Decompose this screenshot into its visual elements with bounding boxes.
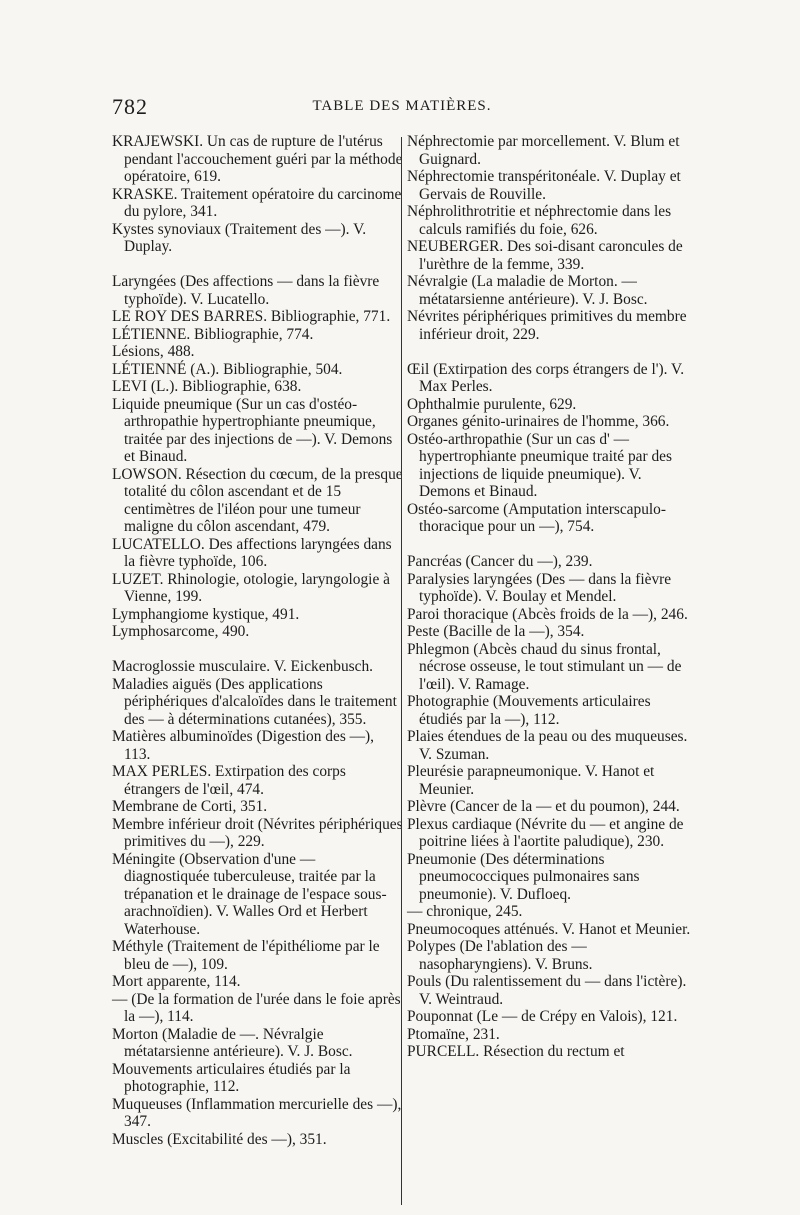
index-entry: Matières albuminoïdes (Digestion des —), 113. — [112, 728, 375, 763]
index-entry: Phlegmon (Abcès chaud du sinus frontal, nécrose osseuse, le tout stimulant un — de l'œil). V. Ramage. — [407, 640, 682, 693]
index-entry: MAX PERLES. Extirpation des corps étrangers de l'œil, 474. — [112, 763, 346, 798]
index-entry: Maladies aiguës (Des applications périphériques d'alcaloïdes dans le traitement des — à déterminations cutanées), 355. — [112, 675, 397, 728]
section-gap — [112, 256, 404, 274]
index-entry: LOWSON. Résection du cœcum, de la presque totalité du côlon ascendant et de 15 centimètres de l'iléon pour une tumeur maligne du côlon ascendant, 479. — [112, 465, 403, 535]
index-entry: — (De la formation de l'urée dans le foie après la —), 114. — [112, 990, 401, 1025]
index-columns — [112, 133, 696, 1213]
index-entry: — chronique, 245. — [407, 903, 523, 920]
index-entry: NEUBERGER. Des soi-disant caroncules de l'urèthre de la femme, 339. — [407, 238, 683, 273]
index-entry: Photographie (Mouvements articulaires étudiés par la —), 112. — [407, 693, 651, 728]
index-entry: Pouls (Du ralentissement du — dans l'ictère). V. Weintraud. — [407, 973, 687, 1008]
index-entry: Méthyle (Traitement de l'épithéliome par le bleu de —), 109. — [112, 938, 380, 973]
index-entry: LUCATELLO. Des affections laryngées dans la fièvre typhoïde, 106. — [112, 535, 392, 570]
index-entry: Membrane de Corti, 351. — [112, 798, 268, 815]
index-entry: Lésions, 488. — [112, 343, 195, 360]
index-entry: Polypes (De l'ablation des — nasopharyngiens). V. Bruns. — [407, 938, 593, 973]
page-number: 782 — [112, 94, 148, 119]
index-entry: Névrites périphériques primitives du membre inférieur droit, 229. — [407, 308, 687, 343]
index-entry: Kystes synoviaux (Traitement des —). V. Duplay. — [112, 220, 367, 255]
index-entry: Mouvements articulaires étudiés par la photographie, 112. — [112, 1060, 351, 1095]
index-entry: Muscles (Excitabilité des —), 351. — [112, 1130, 327, 1148]
index-entry: Liquide pneumique (Sur un cas d'ostéo-arthropathie hypertrophiante pneumique, traitée par des injections de —). V. Demons et Binaud. — [112, 395, 393, 465]
index-entry: Néphrolithrotritie et néphrectomie dans les calculs ramifiés du foie, 626. — [407, 203, 672, 238]
section-gap — [407, 343, 696, 361]
index-entry: Pouponnat (Le — de Crépy en Valois), 121. — [407, 1008, 678, 1025]
page-header — [112, 94, 692, 124]
index-entry: Plèvre (Cancer de la — et du poumon), 244. — [407, 798, 680, 815]
index-entry: Lymphangiome kystique, 491. — [112, 605, 300, 623]
index-entry: Pneumocoques atténués. V. Hanot et Meunier. — [407, 920, 691, 938]
index-entry: Organes génito-urinaires de l'homme, 366. — [407, 413, 670, 430]
index-entry: Mort apparente, 114. — [112, 973, 241, 990]
index-entry: Laryngées (Des affections — dans la fièvre typhoïde). V. Lucatello. — [112, 273, 380, 308]
index-entry: Méningite (Observation d'une — diagnostiquée tuberculeuse, traitée par la trépanation et le drainage de l'espace sous-arachnoïdien). V. Walles Ord et Herbert Waterhouse. — [112, 850, 387, 938]
index-entry: LÉTIENNÉ (A.). Bibliographie, 504. — [112, 360, 343, 378]
index-entry: Paroi thoracique (Abcès froids de la —), 246. — [407, 605, 688, 623]
index-entry: LE ROY DES BARRES. Bibliographie, 771. — [112, 308, 391, 325]
index-entry: Paralysies laryngées (Des — dans la fièvre typhoïde). V. Boulay et Mendel. — [407, 570, 672, 605]
index-entry: Pancréas (Cancer du —), 239. — [407, 553, 593, 570]
index-entry: PURCELL. Résection du rectum et — [407, 1043, 625, 1060]
running-title: TABLE DES MATIÈRES. — [312, 98, 492, 114]
index-entry: Pneumonie (Des déterminations pneumococciques pulmonaires sans pneumonie). V. Dufloeq. — [407, 850, 640, 903]
index-entry: LÉTIENNE. Bibliographie, 774. — [112, 325, 314, 343]
index-entry: KRASKE. Traitement opératoire du carcinome du pylore, 341. — [112, 185, 402, 220]
index-entry: Névralgie (La maladie de Morton. — métatarsienne antérieure). V. J. Bosc. — [407, 273, 648, 308]
section-gap — [407, 536, 696, 554]
index-entry: Néphrectomie par morcellement. V. Blum et Guignard. — [407, 133, 680, 168]
index-entry: Plaies étendues de la peau ou des muqueuses. V. Szuman. — [407, 728, 688, 763]
section-gap — [112, 641, 404, 659]
column-divider — [401, 137, 402, 1205]
index-entry: KRAJEWSKI. Un cas de rupture de l'utérus pendant l'accouchement guéri par la méthode opératoire, 619. — [112, 133, 403, 185]
right-column — [404, 133, 696, 1061]
index-entry: Muqueuses (Inflammation mercurielle des —), 347. — [112, 1095, 402, 1130]
index-entry: LUZET. Rhinologie, otologie, laryngologie à Vienne, 199. — [112, 570, 390, 605]
index-entry: Ostéo-sarcome (Amputation interscapulo-thoracique pour un —), 754. — [407, 500, 666, 535]
index-entry: Néphrectomie transpéritonéale. V. Duplay et Gervais de Rouville. — [407, 168, 681, 203]
index-entry: LEVI (L.). Bibliographie, 638. — [112, 378, 302, 395]
index-entry: Ostéo-arthropathie (Sur un cas d' — hypertrophiante pneumique traité par des injections de liquide pneumique). V. Demons et Binaud. — [407, 430, 672, 500]
index-entry: Plexus cardiaque (Névrite du — et angine de poitrine liées à l'aortite paludique), 230. — [407, 815, 684, 850]
left-column — [112, 133, 404, 1148]
index-entry: Morton (Maladie de —. Névralgie métatarsienne antérieure). V. J. Bosc. — [112, 1025, 353, 1060]
index-entry: Ophthalmie purulente, 629. — [407, 395, 577, 413]
index-entry: Macroglossie musculaire. V. Eickenbusch. — [112, 658, 374, 675]
index-entry: Peste (Bacille de la —), 354. — [407, 623, 585, 640]
index-entry: Œil (Extirpation des corps étrangers de l'). V. Max Perles. — [407, 360, 685, 395]
index-entry: Ptomaïne, 231. — [407, 1025, 500, 1043]
index-entry: Pleurésie parapneumonique. V. Hanot et Meunier. — [407, 763, 655, 798]
index-entry: Membre inférieur droit (Névrites périphériques primitives du —), 229. — [112, 815, 403, 850]
index-entry: Lymphosarcome, 490. — [112, 623, 250, 640]
